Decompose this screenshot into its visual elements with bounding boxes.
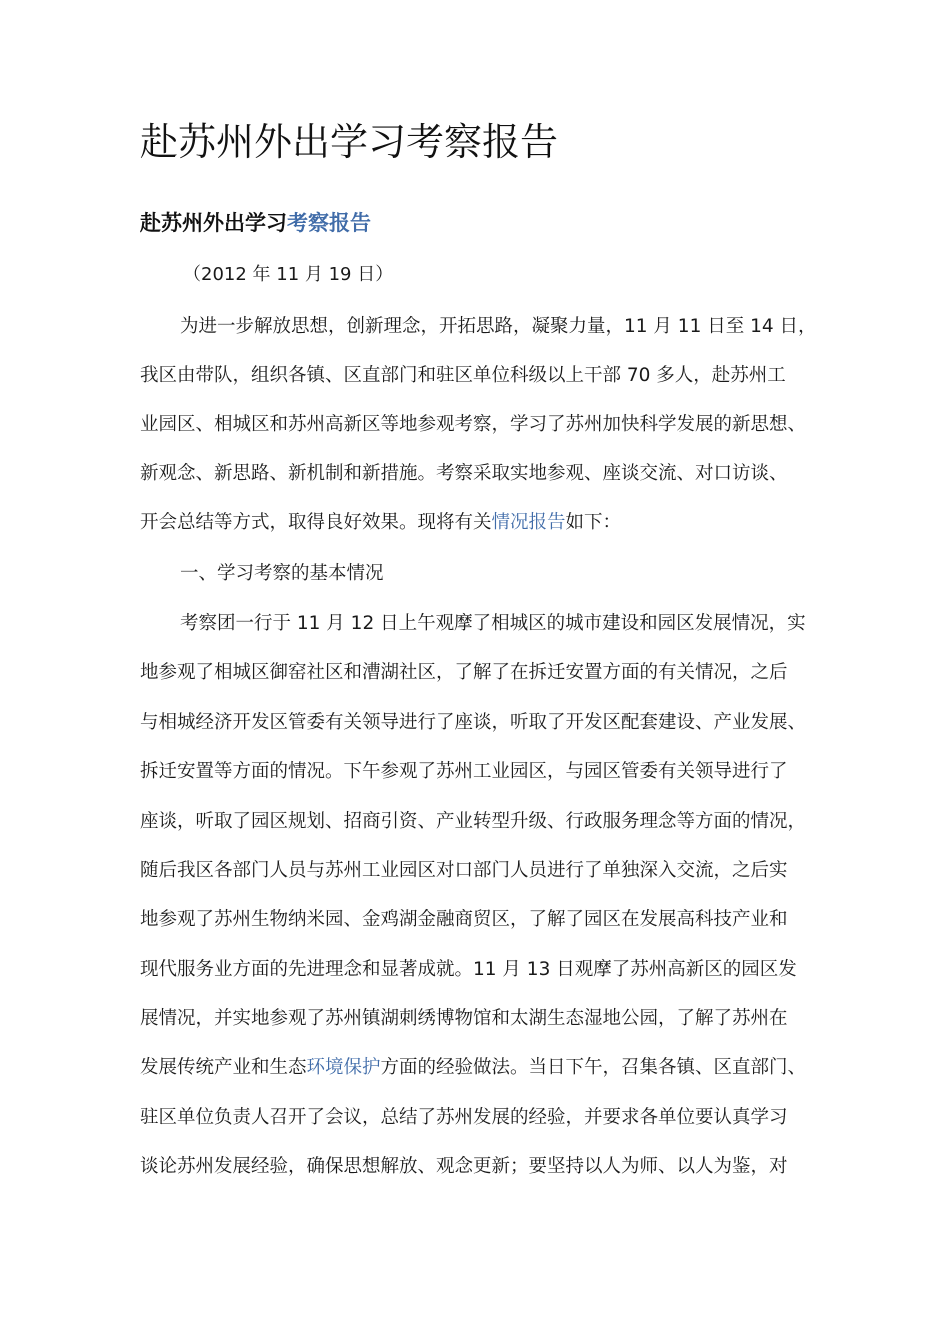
report-subheading bbox=[140, 208, 371, 238]
paragraph-2-line-7: 地参观了苏州生物纳米园、金鸡湖金融商贸区，了解了园区在发展高科技产业和 bbox=[140, 909, 788, 930]
paragraph-2-line-12: 谈论苏州发展经验，确保思想解放、观念更新；要坚持以人为师、以人为鉴，对 bbox=[140, 1156, 788, 1177]
paragraph-2-line-2: 地参观了相城区御窑社区和漕湖社区，了解了在拆迁安置方面的有关情况，之后 bbox=[140, 662, 788, 683]
paragraph-2-line-1: 考察团一行于 11 月 12 日上午观摩了相城区的城市建设和园区发展情况，实 bbox=[180, 613, 806, 634]
paragraph-1-line-3: 业园区、相城区和苏州高新区等地参观考察，学习了苏州加快科学发展的新思想、 bbox=[140, 414, 807, 435]
paragraph-1-line-1: 为进一步解放思想，创新理念，开拓思路，凝聚力量，11 月 11 日至 14 日， bbox=[180, 316, 817, 337]
paragraph-2-line-9: 展情况，并实地参观了苏州镇湖刺绣博物馆和太湖生态湿地公园，了解了苏州在 bbox=[140, 1008, 788, 1029]
subheading-link[interactable]: 考察报告 bbox=[287, 211, 371, 235]
paragraph-2-line-6: 随后我区各部门人员与苏州工业园区对口部门人员进行了单独深入交流，之后实 bbox=[140, 860, 788, 881]
situation-report-link[interactable]: 情况报告 bbox=[491, 512, 566, 533]
paragraph-1-line-2: 我区由带队，组织各镇、区直部门和驻区单位科级以上干部 70 多人，赴苏州工 bbox=[140, 365, 786, 386]
paragraph-2-line-10-text-a: 发展传统产业和生态 bbox=[140, 1057, 307, 1078]
paragraph-2-line-3: 与相城经济开发区管委有关领导进行了座谈，听取了开发区配套建设、产业发展、 bbox=[140, 712, 807, 733]
paragraph-2-line-10 bbox=[140, 1055, 806, 1081]
paragraph-2-line-5: 座谈，听取了园区规划、招商引资、产业转型升级、行政服务理念等方面的情况， bbox=[140, 811, 807, 832]
environment-protection-link[interactable]: 环境保护 bbox=[306, 1057, 381, 1078]
subheading-text: 赴苏州外出学习 bbox=[140, 211, 287, 235]
paragraph-2-line-10-text-b: 方面的经验做法。当日下午，召集各镇、区直部门、 bbox=[380, 1057, 807, 1078]
report-date: （2012 年 11 月 19 日） bbox=[183, 264, 394, 285]
section-1-heading: 一、学习考察的基本情况 bbox=[180, 563, 384, 584]
paragraph-2-line-4: 拆迁安置等方面的情况。下午参观了苏州工业园区，与园区管委有关领导进行了 bbox=[140, 761, 788, 782]
paragraph-1-line-5-text-a: 开会总结等方式，取得良好效果。现将有关 bbox=[140, 512, 492, 533]
document-title: 赴苏州外出学习考察报告 bbox=[140, 120, 559, 164]
paragraph-1-line-4: 新观念、新思路、新机制和新措施。考察采取实地参观、座谈交流、对口访谈、 bbox=[140, 463, 788, 484]
paragraph-1-line-5-text-b: 如下： bbox=[565, 512, 622, 533]
paragraph-2-line-11: 驻区单位负责人召开了会议，总结了苏州发展的经验，并要求各单位要认真学习 bbox=[140, 1107, 788, 1128]
paragraph-1-line-5 bbox=[140, 510, 621, 536]
paragraph-2-line-8: 现代服务业方面的先进理念和显著成就。11 月 13 日观摩了苏州高新区的园区发 bbox=[140, 959, 797, 980]
